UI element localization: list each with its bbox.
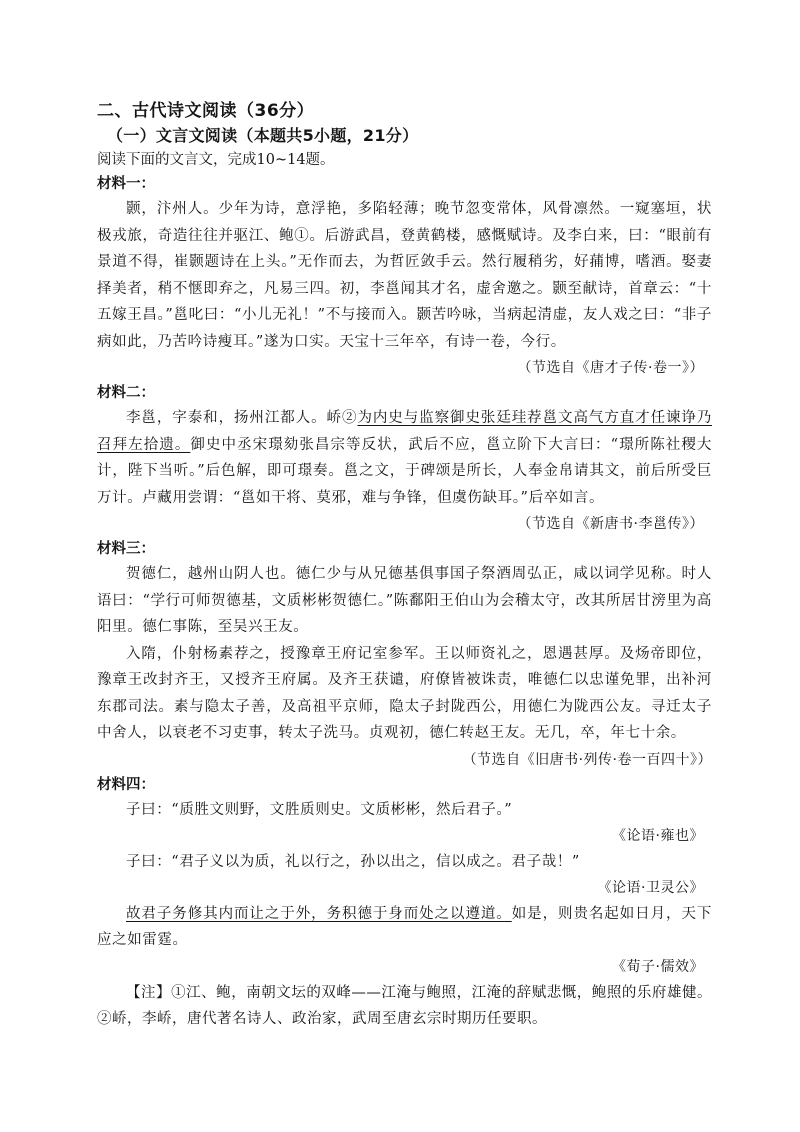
material-two-source: （节选自《新唐书·李邕传》） (517, 516, 704, 532)
material-one-text: 颢，汴州人。少年为诗，意浮艳，多陷轻薄；晚节忽变常体，风骨凛然。一窥塞垣，状极戎旅，奇造往往并驱江、鲍①。后游武昌，登黄鹤楼，感慨赋诗。及李白来，曰：“眼前有景道不得，崔颢题诗在上头。”无作而去，为哲匠敛手云。然行履稍劣，好蒱博，嗜酒。娶妻择美者，稍不惬即弃之，凡易三四。初，李邕闻其才名，虚舍邀之。颢至献诗，首章云：“十五嫁王昌。”邕叱曰：“小儿无礼！”不与接而入。颢苦吟咏，当病起清虚，友人戏之曰：“非子病如此，乃苦吟诗瘦耳。”遂为口实。天宝十三年卒，有诗一卷，今行。 (97, 201, 712, 350)
instruction: 阅读下面的文言文，完成10~14题。 (97, 152, 335, 168)
material-three (97, 537, 712, 773)
material-two-label: 材料二： (97, 385, 155, 401)
material-three-paragraph-1: 贺德仁，越州山阴人也。德仁少与从兄德基俱事国子祭酒周弘正，咸以词学见称。时人语曰：“学行可师贺德基，文质彬彬贺德仁。”陈鄱阳王伯山为会稽太守，改其所居甘滂里为高阳里。德仁事陈，至吴兴王友。 (97, 566, 712, 635)
material-three-label: 材料三： (97, 541, 155, 557)
material-two-text (97, 405, 712, 511)
material-three-source: （节选自《旧唐书·列传·卷一百四十》） (462, 751, 712, 768)
material-four-label: 材料四： (97, 776, 155, 793)
material-four-underlined-sentence: 故君子务修其内而让之于外，务积德于身而处之以遵道。 (126, 905, 512, 922)
material-four-source-3: 《荀子·儒效》 (612, 958, 704, 975)
material-two-underlined-sentence: 为内史与监察御史张廷珪荐邕文高气方直才任谏诤乃召拜左拾遗。 (97, 410, 712, 453)
material-two (97, 381, 712, 537)
material-one-label: 材料一： (97, 176, 155, 192)
material-two-text-start: 李邕，字泰和，扬州江都人。峤② (126, 410, 358, 426)
material-four-quote-3 (97, 901, 712, 954)
material-four-source-2: 《论语·卫灵公》 (597, 879, 704, 896)
material-four-quote-2: 子曰：“君子义以为质，礼以行之，孙以出之，信以成之。君子哉！” (126, 853, 580, 870)
material-two-text-rest: 御史中丞宋璟劾张昌宗等反状，武后不应，邕立阶下大言曰：“璟所陈社稷大计，陛下当听。”后色解，即可璟奏。邕之文，于碑颂是所长，人奉金帛请其文，前后所受巨万计。卢藏用尝谓：“邕如干将、莫邪，难与争锋，但虞伤缺耳。”后卒如言。 (97, 436, 712, 506)
material-three-paragraph-2: 入隋，仆射杨素荐之，授豫章王府记室参军。王以师资礼之，恩遇甚厚。及炀帝即位，豫章王改封齐王，又授齐王府属。及齐王获谴，府僚皆被诛责，唯德仁以忠谨免罪，出补河东郡司法。素与隐太子善，及高祖平京师，隐太子封陇西公，用德仁为陇西公友。寻迁太子中舍人，以衰老不习吏事，转太子洗马。贞观初，德仁转赵王友。无几，卒，年七十余。 (97, 645, 712, 741)
material-four-quote-3-rest: 如是，则贵名起如日月，天下应之如雷霆。 (97, 905, 712, 948)
material-four (97, 773, 712, 980)
section-title: 二、古代诗文阅读（36分） (97, 101, 315, 121)
material-four-source-1: 《论语·雍也》 (612, 827, 704, 844)
annotation-note: 【注】①江、鲍，南朝文坛的双峰——江淹与鲍照，江淹的辞赋悲慨，鲍照的乐府雄健。②峤，李峤，唐代著名诗人、政治家，武周至唐玄宗时期历任要职。 (97, 984, 712, 1027)
material-one (97, 172, 712, 381)
material-four-quote-1: 子曰：“质胜文则野，文胜质则史。文质彬彬，然后君子。” (126, 801, 513, 818)
material-one-source: （节选自《唐才子传·卷一》） (517, 360, 704, 376)
subsection-title: （一）文言文阅读（本题共5小题，21分） (107, 126, 419, 145)
